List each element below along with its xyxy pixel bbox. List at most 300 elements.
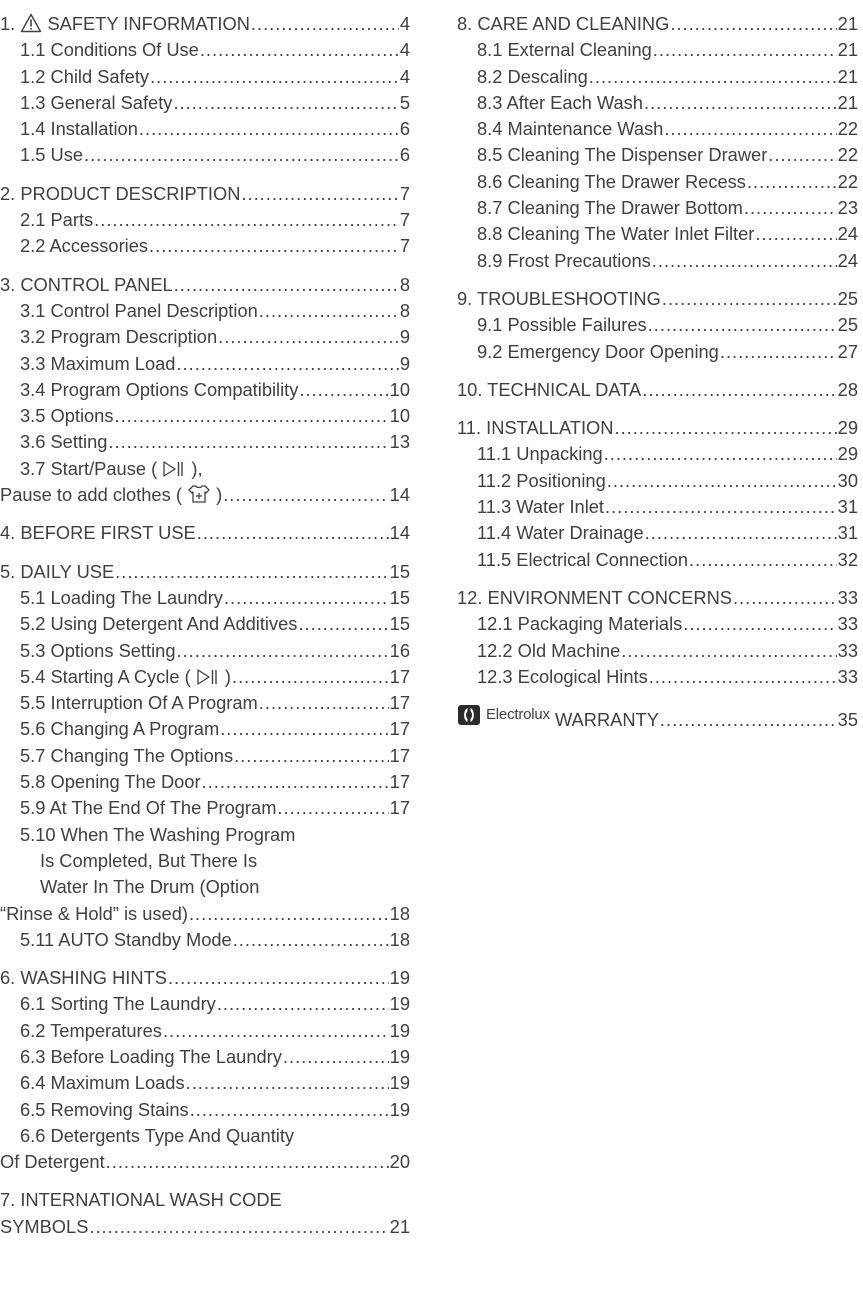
toc-entry[interactable] xyxy=(0,456,410,482)
subsection-title: 1.3 General Safety xyxy=(20,91,173,113)
toc-entry[interactable] xyxy=(0,351,410,377)
entry-label xyxy=(20,377,298,403)
chapter-title: SAFETY INFORMATION xyxy=(47,13,250,34)
toc-entry[interactable] xyxy=(457,664,858,690)
leader-dots xyxy=(84,142,399,168)
toc-entry[interactable] xyxy=(0,690,410,716)
leader-dots xyxy=(202,769,389,795)
add-clothes-icon xyxy=(187,484,211,504)
page-number: 15 xyxy=(389,613,410,635)
page-number: 29 xyxy=(837,443,858,465)
page-number: 19 xyxy=(389,1045,410,1067)
toc-entry[interactable] xyxy=(0,611,410,637)
entry-label xyxy=(20,116,138,142)
chapter-title: TECHNICAL DATA xyxy=(487,378,642,400)
chapter-heading[interactable] xyxy=(0,520,410,546)
toc-entry[interactable] xyxy=(457,611,858,637)
subsection-title: 5.8 Opening The Door xyxy=(20,771,201,793)
chapter-number: 4. xyxy=(0,522,16,544)
chapter-title: ENVIRONMENT CONCERNS xyxy=(487,586,732,608)
leader-dots xyxy=(168,965,389,991)
toc-entry[interactable] xyxy=(0,90,410,116)
subsection-title: 5.9 At The End Of The Program xyxy=(20,797,277,819)
leader-dots xyxy=(218,324,399,350)
chapter-title: PRODUCT DESCRIPTION xyxy=(20,182,241,204)
leader-dots xyxy=(283,1044,389,1070)
toc-entry[interactable] xyxy=(457,64,858,90)
page-number: 6 xyxy=(399,144,410,166)
subsection-title: “Rinse & Hold” is used) xyxy=(0,902,188,924)
toc-entry[interactable] xyxy=(457,520,858,546)
subsection-title: 2.2 Accessories xyxy=(20,235,149,257)
leader-dots xyxy=(642,377,836,403)
subsection-title: 1.4 Installation xyxy=(20,118,138,140)
toc-entry[interactable] xyxy=(0,403,410,429)
page-number: 8 xyxy=(399,273,410,295)
entry-label xyxy=(20,1044,282,1070)
toc-entry[interactable] xyxy=(457,494,858,520)
leader-dots xyxy=(176,351,398,377)
subsection-title: 1.2 Child Safety xyxy=(20,65,150,87)
entry-label xyxy=(20,1018,162,1044)
subsection-title: 1.1 Conditions Of Use xyxy=(20,39,199,61)
entry-label xyxy=(477,441,603,467)
leader-dots xyxy=(259,690,389,716)
entry-label xyxy=(457,585,732,611)
entry-label xyxy=(477,339,719,365)
subsection-title: 5.3 Options Setting xyxy=(20,639,176,661)
toc-entry-continued[interactable] xyxy=(0,1149,410,1175)
page-number: 33 xyxy=(837,586,858,608)
subsection-title: 8.2 Descaling xyxy=(477,65,588,87)
subsection-title: 1.5 Use xyxy=(20,144,84,166)
toc-entry[interactable] xyxy=(0,585,410,611)
warning-triangle-icon xyxy=(20,13,42,33)
subsection-title: 6.2 Temperatures xyxy=(20,1019,162,1041)
entry-label xyxy=(477,221,754,247)
leader-dots xyxy=(115,559,388,585)
page-number: 25 xyxy=(837,314,858,336)
page-number: 19 xyxy=(389,993,410,1015)
page-number: 9 xyxy=(399,352,410,374)
toc-entry-line[interactable] xyxy=(0,874,410,900)
toc-entry[interactable] xyxy=(0,324,410,350)
page-number: 4 xyxy=(399,65,410,87)
toc-entry[interactable] xyxy=(457,248,858,274)
chapter-title: DAILY USE xyxy=(20,560,115,582)
subsection-title-continued: Pause to add clothes ( xyxy=(0,484,182,506)
entry-label xyxy=(20,611,297,637)
subsection-title: 6.5 Removing Stains xyxy=(20,1098,189,1120)
entry-label xyxy=(0,272,173,298)
page-number: 17 xyxy=(389,665,410,687)
chapter-heading[interactable] xyxy=(457,286,858,312)
toc-section xyxy=(0,11,410,169)
toc-section xyxy=(457,702,858,731)
toc-entry[interactable] xyxy=(0,1044,410,1070)
toc-entry[interactable] xyxy=(457,116,858,142)
chapter-title-continued: SYMBOLS xyxy=(0,1215,89,1237)
entry-label xyxy=(457,286,661,312)
toc-entry[interactable] xyxy=(457,90,858,116)
subsection-title: 8.5 Cleaning The Dispenser Drawer xyxy=(477,144,768,166)
toc-entry[interactable] xyxy=(457,339,858,365)
subsection-title: 3.3 Maximum Load xyxy=(20,352,176,374)
chapter-title: CARE AND CLEANING xyxy=(477,13,670,34)
toc-entry-line[interactable] xyxy=(0,848,410,874)
toc-entry[interactable] xyxy=(0,116,410,142)
page-number: 19 xyxy=(389,967,410,989)
leader-dots xyxy=(200,37,399,63)
subsection-title: 8.6 Cleaning The Drawer Recess xyxy=(477,170,746,192)
toc-entry[interactable] xyxy=(457,638,858,664)
toc-entry[interactable] xyxy=(457,169,858,195)
toc-entry[interactable] xyxy=(0,664,410,690)
entry-label xyxy=(0,559,114,585)
chapter-number: 11. xyxy=(457,417,482,439)
page-number: 6 xyxy=(399,118,410,140)
chapter-heading-continued[interactable] xyxy=(0,1214,410,1240)
page-number: 17 xyxy=(389,797,410,819)
toc-column-right xyxy=(457,11,858,740)
subsection-title: 5.11 AUTO Standby Mode xyxy=(20,928,232,950)
page-number: 31 xyxy=(837,522,858,544)
subsection-title: 6.3 Before Loading The Laundry xyxy=(20,1045,282,1067)
chapter-number: 8. xyxy=(457,13,473,34)
leader-dots xyxy=(89,1214,388,1240)
page-number: 31 xyxy=(837,496,858,518)
subsection-title: 3.4 Program Options Compatibility xyxy=(20,378,299,400)
leader-dots xyxy=(197,520,389,546)
subsection-title: 5.2 Using Detergent And Additives xyxy=(20,613,298,635)
subsection-title: ), xyxy=(191,457,203,479)
toc-column-left xyxy=(0,11,410,1252)
toc-entry[interactable] xyxy=(0,429,410,455)
page-number: 22 xyxy=(837,144,858,166)
toc-entry[interactable] xyxy=(457,312,858,338)
chapter-title: INSTALLATION xyxy=(486,417,614,439)
page-number: 16 xyxy=(389,639,410,661)
subsection-title: 8.4 Maintenance Wash xyxy=(477,118,664,140)
chapter-heading[interactable] xyxy=(0,1187,410,1213)
subsection-title: 12.3 Ecological Hints xyxy=(477,665,648,687)
leader-dots xyxy=(607,468,837,494)
page-number: 8 xyxy=(399,299,410,321)
subsection-title: ) xyxy=(224,665,231,687)
toc-entry[interactable] xyxy=(0,1018,410,1044)
subsection-title: 3.7 Start/Pause ( xyxy=(20,457,158,479)
entry-label xyxy=(20,690,258,716)
leader-dots xyxy=(683,611,836,637)
page-number: 18 xyxy=(389,928,410,950)
page-number: 22 xyxy=(837,170,858,192)
leader-dots xyxy=(621,638,836,664)
leader-dots xyxy=(744,195,837,221)
toc-entry[interactable] xyxy=(457,195,858,221)
entry-label xyxy=(0,1149,105,1175)
page-number: 35 xyxy=(837,709,858,731)
chapter-heading[interactable] xyxy=(457,11,858,37)
entry-label xyxy=(457,11,669,37)
toc-entry-line[interactable] xyxy=(0,822,410,848)
toc-entry[interactable] xyxy=(0,298,410,324)
toc-section xyxy=(457,415,858,573)
leader-dots xyxy=(186,1070,389,1096)
subsection-title: 5.10 When The Washing Program xyxy=(20,823,296,845)
entry-label xyxy=(20,233,148,259)
subsection-title: 9.2 Emergency Door Opening xyxy=(477,340,719,362)
toc-entry[interactable] xyxy=(0,37,410,63)
toc-entry[interactable] xyxy=(0,64,410,90)
entry-label xyxy=(20,795,276,821)
leader-dots xyxy=(605,494,837,520)
chapter-number: 9. xyxy=(457,287,473,309)
entry-label xyxy=(20,429,107,455)
chapter-heading[interactable] xyxy=(0,965,410,991)
page-number: 21 xyxy=(389,1215,410,1237)
toc-entry[interactable] xyxy=(457,468,858,494)
page-number: 20 xyxy=(389,1151,410,1173)
chapter-title: CONTROL PANEL xyxy=(20,273,173,295)
leader-dots xyxy=(223,482,388,508)
subsection-title: 3.6 Setting xyxy=(20,431,108,453)
subsection-title: 6.6 Detergents Type And Quantity xyxy=(20,1124,295,1146)
page-number: 10 xyxy=(389,378,410,400)
entry-label xyxy=(20,585,223,611)
chapter-heading[interactable] xyxy=(0,11,410,37)
leader-dots xyxy=(747,169,837,195)
toc-section xyxy=(457,585,858,690)
toc-entry[interactable] xyxy=(0,1070,410,1096)
subsection-title: 6.4 Maximum Loads xyxy=(20,1072,185,1094)
entry-label xyxy=(20,403,114,429)
leader-dots xyxy=(670,11,836,37)
toc-entry-continued[interactable] xyxy=(0,901,410,927)
entry-label xyxy=(20,1097,189,1123)
entry-label xyxy=(477,494,604,520)
toc-entry[interactable] xyxy=(0,142,410,168)
leader-dots xyxy=(662,286,837,312)
subsection-title: 8.9 Frost Precautions xyxy=(477,249,651,271)
leader-dots xyxy=(589,64,837,90)
entry-label xyxy=(20,743,233,769)
subsection-title: Water In The Drum (Option xyxy=(40,876,260,898)
chapter-number: 12. xyxy=(457,586,483,608)
chapter-number: 2. xyxy=(0,182,16,204)
page-number: 4 xyxy=(399,39,410,61)
toc-entry[interactable] xyxy=(0,1097,410,1123)
chapter-title: WARRANTY xyxy=(554,709,659,731)
subsection-title: Is Completed, But There Is xyxy=(40,849,258,871)
page-number: 7 xyxy=(399,209,410,231)
toc-section xyxy=(0,181,410,260)
chapter-number: 1. xyxy=(0,13,16,34)
page-number: 29 xyxy=(837,417,858,439)
page-number: 13 xyxy=(389,431,410,453)
chapter-heading[interactable] xyxy=(0,559,410,585)
leader-dots xyxy=(298,611,388,637)
page-number: 17 xyxy=(389,718,410,740)
page-number: 9 xyxy=(399,326,410,348)
entry-label xyxy=(477,116,663,142)
toc-section xyxy=(457,377,858,403)
page-number: 15 xyxy=(389,560,410,582)
entry-label xyxy=(457,415,613,441)
toc-entry[interactable] xyxy=(457,441,858,467)
page-number: 33 xyxy=(837,639,858,661)
leader-dots xyxy=(660,707,837,733)
toc-entry[interactable] xyxy=(0,769,410,795)
subsection-title: 8.7 Cleaning The Drawer Bottom xyxy=(477,197,743,219)
leader-dots xyxy=(649,664,837,690)
subsection-title: 11.4 Water Drainage xyxy=(477,522,644,544)
entry-label xyxy=(20,991,216,1017)
subsection-title: 3.1 Control Panel Description xyxy=(20,299,258,321)
page-number: 33 xyxy=(837,665,858,687)
subsection-title: 11.3 Water Inlet xyxy=(477,496,605,518)
leader-dots xyxy=(115,403,389,429)
entry-label xyxy=(0,520,196,546)
subsection-title: 5.5 Interruption Of A Program xyxy=(20,692,258,714)
chapter-title: TROUBLESHOOTING xyxy=(477,287,661,309)
page-number: 19 xyxy=(389,1019,410,1041)
toc-entry[interactable] xyxy=(0,743,410,769)
subsection-title: 5.1 Loading The Laundry xyxy=(20,586,223,608)
subsection-title: 5.4 Starting A Cycle ( xyxy=(20,665,191,687)
toc-section xyxy=(0,965,410,1175)
entry-label xyxy=(0,181,240,207)
chapter-heading[interactable] xyxy=(457,585,858,611)
page-number: 10 xyxy=(389,405,410,427)
entry-label xyxy=(20,716,219,742)
toc-entry[interactable] xyxy=(457,37,858,63)
chapter-number: 5. xyxy=(0,560,16,582)
page-number: 7 xyxy=(399,182,410,204)
toc-section xyxy=(0,1187,410,1240)
page-number: 32 xyxy=(837,548,858,570)
toc-entry[interactable] xyxy=(457,547,858,573)
page-number: 21 xyxy=(837,13,858,34)
leader-dots xyxy=(139,116,399,142)
leader-dots xyxy=(653,37,837,63)
leader-dots xyxy=(150,64,399,90)
chapter-title: INTERNATIONAL WASH CODE xyxy=(20,1189,282,1211)
subsection-title: 11.5 Electrical Connection xyxy=(477,548,689,570)
toc-entry[interactable] xyxy=(0,927,410,953)
entry-label xyxy=(477,195,743,221)
chapter-heading[interactable] xyxy=(0,272,410,298)
entry-label xyxy=(477,312,647,338)
entry-label xyxy=(20,324,217,350)
leader-dots xyxy=(251,11,399,37)
entry-label xyxy=(20,927,232,953)
leader-dots xyxy=(604,441,837,467)
toc-entry-continued[interactable] xyxy=(0,482,410,508)
page-number: 4 xyxy=(399,13,410,34)
leader-dots xyxy=(220,716,388,742)
toc-entry[interactable] xyxy=(457,142,858,168)
toc-section xyxy=(0,272,410,509)
entry-label xyxy=(20,351,175,377)
page-number: 19 xyxy=(389,1098,410,1120)
leader-dots xyxy=(241,181,398,207)
leader-dots xyxy=(174,272,399,298)
chapter-number: 6. xyxy=(0,967,16,989)
subsection-title: 11.2 Positioning xyxy=(477,469,606,491)
subsection-title: Of Detergent xyxy=(0,1151,105,1173)
leader-dots xyxy=(149,233,399,259)
leader-dots xyxy=(689,547,837,573)
page-number: 30 xyxy=(837,469,858,491)
entry-label xyxy=(477,520,644,546)
page-number: 18 xyxy=(389,902,410,924)
subsection-title: 12.2 Old Machine xyxy=(477,639,621,661)
entry-label xyxy=(477,142,767,168)
entry-label xyxy=(477,547,688,573)
leader-dots xyxy=(652,248,837,274)
toc-entry-line[interactable] xyxy=(0,1123,410,1149)
entry-label xyxy=(477,638,620,664)
chapter-heading[interactable] xyxy=(0,181,410,207)
subsection-title: 12.1 Packaging Materials xyxy=(477,613,683,635)
brand-name: Electrolux xyxy=(486,706,550,724)
chapter-heading[interactable] xyxy=(457,415,858,441)
leader-dots xyxy=(664,116,836,142)
leader-dots xyxy=(277,795,388,821)
subsection-title: 6.1 Sorting The Laundry xyxy=(20,993,216,1015)
leader-dots xyxy=(733,585,837,611)
toc-entry[interactable] xyxy=(0,991,410,1017)
leader-dots xyxy=(94,207,399,233)
toc-entry[interactable] xyxy=(0,233,410,259)
toc-entry[interactable] xyxy=(0,795,410,821)
toc-section xyxy=(0,520,410,546)
toc-section xyxy=(0,559,410,953)
play-pause-icon xyxy=(196,668,220,686)
toc-entry[interactable] xyxy=(0,377,410,403)
entry-label xyxy=(477,664,648,690)
subsection-title: 9.1 Possible Failures xyxy=(477,314,647,336)
page-number: 7 xyxy=(399,235,410,257)
chapter-number: 3. xyxy=(0,273,16,295)
toc-entry[interactable] xyxy=(0,716,410,742)
leader-dots xyxy=(232,664,389,690)
leader-dots xyxy=(108,429,388,455)
entry-label xyxy=(477,64,588,90)
leader-dots xyxy=(224,585,389,611)
entry-label xyxy=(20,769,201,795)
entry-label xyxy=(0,11,250,37)
toc-entry[interactable] xyxy=(0,207,410,233)
play-pause-icon xyxy=(162,460,186,478)
subsection-title-continued: ) xyxy=(216,484,223,506)
chapter-number: 7. xyxy=(0,1189,16,1211)
page-number: 27 xyxy=(837,340,858,362)
entry-label xyxy=(477,37,652,63)
chapter-heading[interactable] xyxy=(457,377,858,403)
warranty-heading[interactable] xyxy=(457,702,858,731)
page-number: 17 xyxy=(389,744,410,766)
entry-label xyxy=(477,90,643,116)
leader-dots xyxy=(106,1149,389,1175)
toc-entry[interactable] xyxy=(457,221,858,247)
entry-label xyxy=(20,638,176,664)
page-number: 24 xyxy=(837,223,858,245)
toc-entry[interactable] xyxy=(0,638,410,664)
entry-label xyxy=(20,664,231,690)
leader-dots xyxy=(163,1018,389,1044)
leader-dots xyxy=(648,312,837,338)
